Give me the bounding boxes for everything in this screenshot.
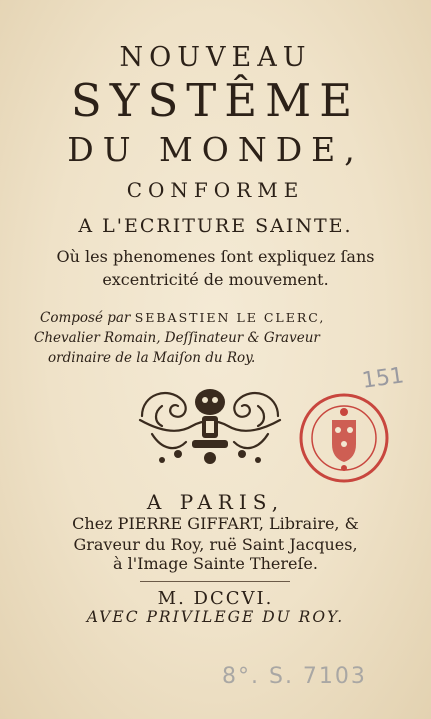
printers-ornament xyxy=(132,376,288,474)
shelfmark: 8°. S. 7103 xyxy=(222,664,367,689)
subtitle-line-1: Où les phenomenes ſont expliquez ſans xyxy=(56,247,375,266)
title-line-systeme: SYSTÊME xyxy=(70,74,361,127)
title-line-ecriture: A L'ECRITURE SAINTE. xyxy=(78,215,353,237)
privilege-line: AVEC PRIVILEGE DU ROY. xyxy=(86,608,345,626)
author-line-3: ordinaire de la Maiſon du Roy. xyxy=(48,350,256,366)
author-name: SEBASTIEN LE CLERC, xyxy=(134,310,326,325)
subtitle-line-2: excentricité de mouvement. xyxy=(102,270,329,289)
divider-rule xyxy=(140,581,290,582)
title-line-conforme: CONFORME xyxy=(126,178,305,202)
imprint-year: M. DCCVI. xyxy=(157,588,274,609)
imprint-line-1: Chez PIERRE GIFFART, Libraire, & xyxy=(72,514,359,533)
author-line-1 xyxy=(40,310,325,326)
pencil-mark: 151 xyxy=(360,363,406,394)
imprint-line-3: à l'Image Sainte Thereſe. xyxy=(113,554,318,573)
library-stamp xyxy=(294,392,394,484)
author-prefix: Composé par xyxy=(40,310,131,326)
title-line-du-monde: DU MONDE, xyxy=(67,130,364,169)
title-line-nouveau: NOUVEAU xyxy=(119,42,312,73)
imprint-city: A PARIS, xyxy=(146,490,285,514)
author-line-2: Chevalier Romain, Deſſinateur & Graveur xyxy=(34,330,320,346)
imprint-line-2: Graveur du Roy, ruë Saint Jacques, xyxy=(73,535,358,554)
